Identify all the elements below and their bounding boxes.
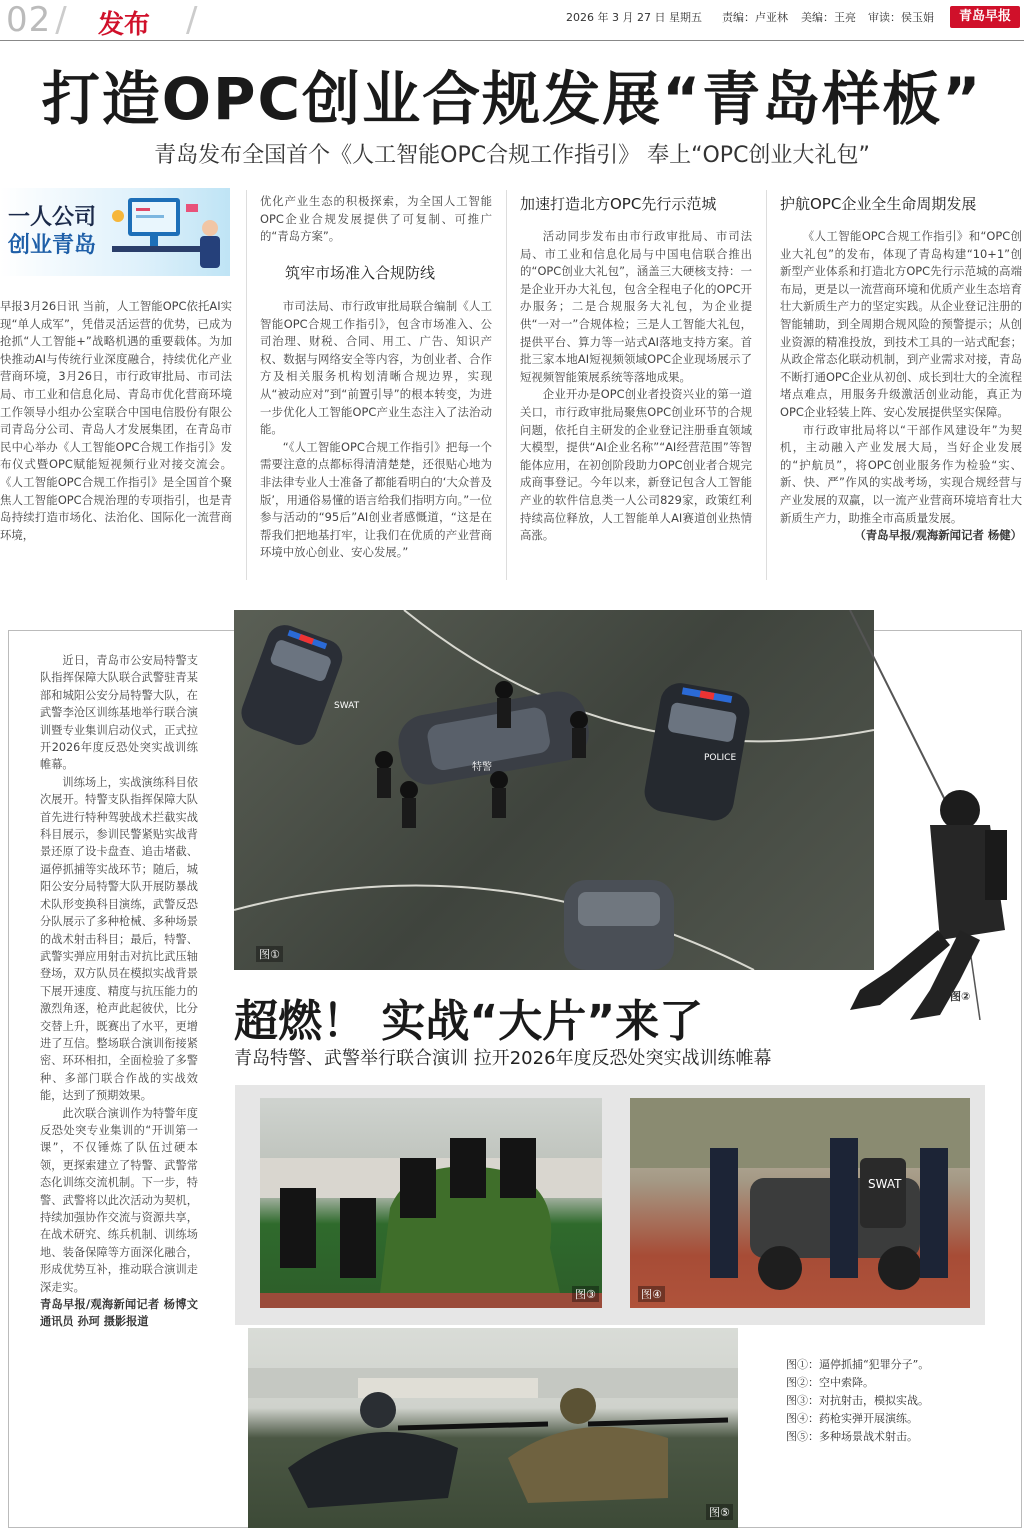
art-editor-credit: 美编：王亮 bbox=[801, 11, 856, 24]
article1-column-2-intro bbox=[260, 193, 492, 249]
photo-2-illustration bbox=[820, 610, 1020, 1020]
editor-credit: 责编：卢亚林 bbox=[722, 11, 788, 24]
article2-byline: 青岛早报/观海新闻记者 杨博文 通讯员 孙珂 摄影报道 bbox=[40, 1298, 198, 1329]
article2-paragraph-1: 近日，青岛市公安局特警支队指挥保障大队联合武警驻青某部和城阳公安分局特警大队，在武警李沧区训练基地举行联合演训暨专业集训启动仪式，正式拉开2026年度反恐处突实战训练帷幕。 bbox=[40, 654, 198, 772]
photo-2-rappelling bbox=[820, 610, 1020, 1020]
article2-body bbox=[40, 652, 198, 1512]
page-number: 02 / bbox=[6, 0, 68, 40]
photo-5-illustration bbox=[248, 1328, 738, 1528]
article1-byline: （青岛早报/观海新闻记者 杨健） bbox=[854, 528, 1022, 543]
photo-5-label: 图⑤ bbox=[706, 1504, 733, 1520]
article1-col2-paragraph-1: 市司法局、市行政审批局联合编制《人工智能OPC合规工作指引》，包含市场准入、公司治理、财税、合同、用工、广告、知识产权、数据与网络安全等内容，为创业者、合作方及相关服务机构划清晰合规边界，实现从“被动应对”到“前置引导”的根本转变，为进一步优化人工智能OPC产业生态注入了法治动能。 bbox=[260, 299, 492, 437]
issue-date: 2026 年 3 月 27 日 星期五 bbox=[566, 11, 702, 24]
article1-column-4 bbox=[780, 228, 1022, 580]
caption-3: 图③：对抗射击，模拟实战。 bbox=[786, 1394, 929, 1407]
caption-5: 图⑤：多种场景战术射击。 bbox=[786, 1430, 918, 1443]
article1-col2-intro-text: 优化产业生态的积极探索，为全国人工智能OPC企业合规发展提供了可复制、可推广的“青岛方案”。 bbox=[260, 194, 492, 244]
article1-col4-paragraph-2: 市行政审批局将以“干部作风建设年”为契机，主动融入产业发展大局，当好企业发展的“护航员”，将OPC创业服务作为检验“实、新、快、严”作风的实战考场，实现合规经营与产业发展的双赢，以一流产业营商环境培育壮大新质生产力，助推全市高质量发展。 bbox=[780, 422, 1022, 525]
shield-label-swat: SWAT bbox=[868, 1177, 902, 1191]
article1-col3-paragraph-2: 企业开办是OPC创业者投资兴业的第一道关口，市行政审批局聚焦OPC创业环节的合规问题，依托自主研发的企业登记注册垂直领域大模型，提供“AI企业名称”“AI经营范围”等智能体应用，在初创阶段助力OPC创业者合规完成商事登记。今年以来，新登记包含人工智能产业的软件信息类一人公司829家，政策红利持续高位释放，人工智能单人AI赛道创业热情高涨。 bbox=[520, 387, 752, 543]
article2-paragraph-3: 此次联合演训作为特警年度反恐处突专业集训的“开训第一课”，不仅锤炼了队伍过硬本领，更探索建立了特警、武警常态化训练交流机制。下一步，特警、武警将以此次活动为契机，持续加强协作交流与资源共享，在战术研究、练兵机制、训练场地、装备保障等方面深化融合，形成优势互补，推动联合演训走深走实。 bbox=[40, 1106, 198, 1294]
car-label-police: POLICE bbox=[704, 753, 737, 763]
photo-1-label: 图① bbox=[256, 946, 283, 962]
caption-4: 图④：药枪实弹开展演练。 bbox=[786, 1412, 918, 1425]
photo-captions bbox=[786, 1356, 929, 1446]
divider-slash: / bbox=[186, 0, 198, 40]
promo-title-line2: 创业青岛 bbox=[8, 233, 97, 258]
car-label-swat: SWAT bbox=[334, 701, 360, 711]
article-subheadline: 青岛发布全国首个《人工智能OPC合规工作指引》 奉上“OPC创业大礼包” bbox=[154, 143, 870, 168]
caption-1: 图①：逼停抓捕“犯罪分子”。 bbox=[786, 1358, 930, 1371]
photo-1-vehicle-interception bbox=[234, 610, 874, 970]
promo-title-line1: 一人公司 bbox=[8, 205, 97, 230]
article-headline: 打造OPC创业合规发展“青岛样板” bbox=[41, 65, 983, 133]
photo-5-tactical-shooting bbox=[248, 1328, 738, 1528]
header-rule bbox=[0, 40, 1024, 41]
photo-1-illustration bbox=[234, 610, 874, 970]
caption-2: 图②：空中索降。 bbox=[786, 1376, 874, 1389]
car-label-tejing: 特警 bbox=[472, 762, 492, 773]
photo-2-label: 图② bbox=[950, 990, 971, 1003]
article1-section-title-2: 加速打造北方OPC先行示范城 bbox=[520, 195, 717, 213]
column-divider bbox=[506, 190, 507, 580]
photo-4-illustration bbox=[630, 1098, 970, 1308]
article1-section-title-3: 护航OPC企业全生命周期发展 bbox=[780, 195, 977, 213]
article1-column-2 bbox=[260, 298, 492, 580]
article1-lead-paragraph: 早报3月26日讯 当前，人工智能OPC依托AI实现“单人成军”，凭借灵活运营的优势，已成为抢抓“人工智能+”战略机遇的重要载体。为加快推动AI与传统行业深度融合，持续优化产业营商环境，3月26日，市行政审批局、市司法局、市工业和信息化局、青岛市优化营商环境工作领导小组办公室联合中国电信股份有限公司青岛分公司、青岛人才发展集团，在青岛市民中心举办《人工智能OPC合规工作指引》发布仪式暨OPC赋能短视频行业对接交流会。《人工智能OPC合规工作指引》是全国首个聚焦人工智能OPC合规治理的专项指引，也是青岛持续打造市场化、法治化、国际化一流营商环境， bbox=[0, 299, 232, 542]
photo-4-live-ammo-drill bbox=[630, 1098, 970, 1308]
newspaper-logo: 青岛早报 bbox=[950, 6, 1020, 28]
article1-col3-paragraph-1: 活动同步发布由市行政审批局、市司法局、市工业和信息化局与中国电信联合推出的“OPC创业大礼包”，涵盖三大硬核支持：一是企业开办大礼包，包含全程电子化的OPC开办服务；二是合规服务大礼包，为企业提供“一对一”合规体检；三是人工智能大礼包，提供平台、算力等一站式AI落地支持方案。首批三家本地AI短视频领域OPC企业现场展示了短视频智能策展系统等落地成果。 bbox=[520, 229, 752, 384]
article1-col4-paragraph-1: 《人工智能OPC合规工作指引》和“OPC创业大礼包”的发布，体现了青岛构建“10+1”创新型产业体系和打造北方OPC先行示范城的高端布局，更是以一流营商环境和优质产业生态培育壮大新质生产力的坚定实践。从企业登记注册的智能辅助，到全周期合规风险的预警提示；从创业资源的精准投放，到技术工具的一站式配套；从政企常态化联动机制，到产业需求对接，青岛不断打通OPC企业从初创、成长到壮大的全流程堵点难点，用服务升级激活创业动能，真正为OPC企业轻装上阵、安心发展提供坚实保障。 bbox=[780, 229, 1022, 419]
photo-3-label: 图③ bbox=[572, 1286, 599, 1302]
article1-column-3 bbox=[520, 228, 752, 580]
column-divider bbox=[246, 190, 247, 580]
photo-3-illustration bbox=[260, 1098, 602, 1308]
photo-3-confrontation-shooting bbox=[260, 1098, 602, 1308]
column-divider bbox=[766, 190, 767, 580]
article1-section-title-1: 筑牢市场准入合规防线 bbox=[285, 264, 436, 282]
article2-paragraph-2: 训练场上，实战演练科目依次展开。特警支队指挥保障大队首先进行特种驾驶战术拦截实战科目展示，参训民警紧贴实战背景还原了设卡盘查、追击堵截、逼停抓捕等实战环节；随后，城阳公安分局特警大队开展防暴战术队形变换科目演练，武警反恐分队展示了多种枪械、多种场景的战术射击科目；最后，特警、武警实弹应用射击对抗比武压轴登场，双方队员在模拟实战背景下展开速度、精度与抗压能力的激烈角逐，枪声此起彼伏，比分交替上升，既赛出了水平，更增进了互信。整场联合演训衔接紧密、环环相扣，全面检验了多警种、多部门联合作战的实战效能，达到了预期效果。 bbox=[40, 775, 198, 1103]
proofreader-credit: 审读：侯玉娟 bbox=[868, 11, 934, 24]
photo-4-label: 图④ bbox=[638, 1286, 665, 1302]
section-label: 发布 bbox=[98, 10, 151, 40]
article1-col2-paragraph-2: “《人工智能OPC合规工作指引》把每一个需要注意的点都标得清清楚楚，还很贴心地为非法律专业人士准备了都能看明白的‘大众普及版’，用通俗易懂的语言给我们指明方向。”一位参与活动的“95后”AI创业者感慨道，“这是在帮我们把地基打牢，让我们在优质的产业营商环境中放心创业、安心发展。” bbox=[260, 439, 492, 560]
article2-title: 超燃！ 实战“大片”来了 bbox=[234, 996, 704, 1047]
article2-subtitle: 青岛特警、武警举行联合演训 拉开2026年度反恐处突实战训练帷幕 bbox=[234, 1048, 772, 1069]
article1-column-1 bbox=[0, 298, 232, 580]
